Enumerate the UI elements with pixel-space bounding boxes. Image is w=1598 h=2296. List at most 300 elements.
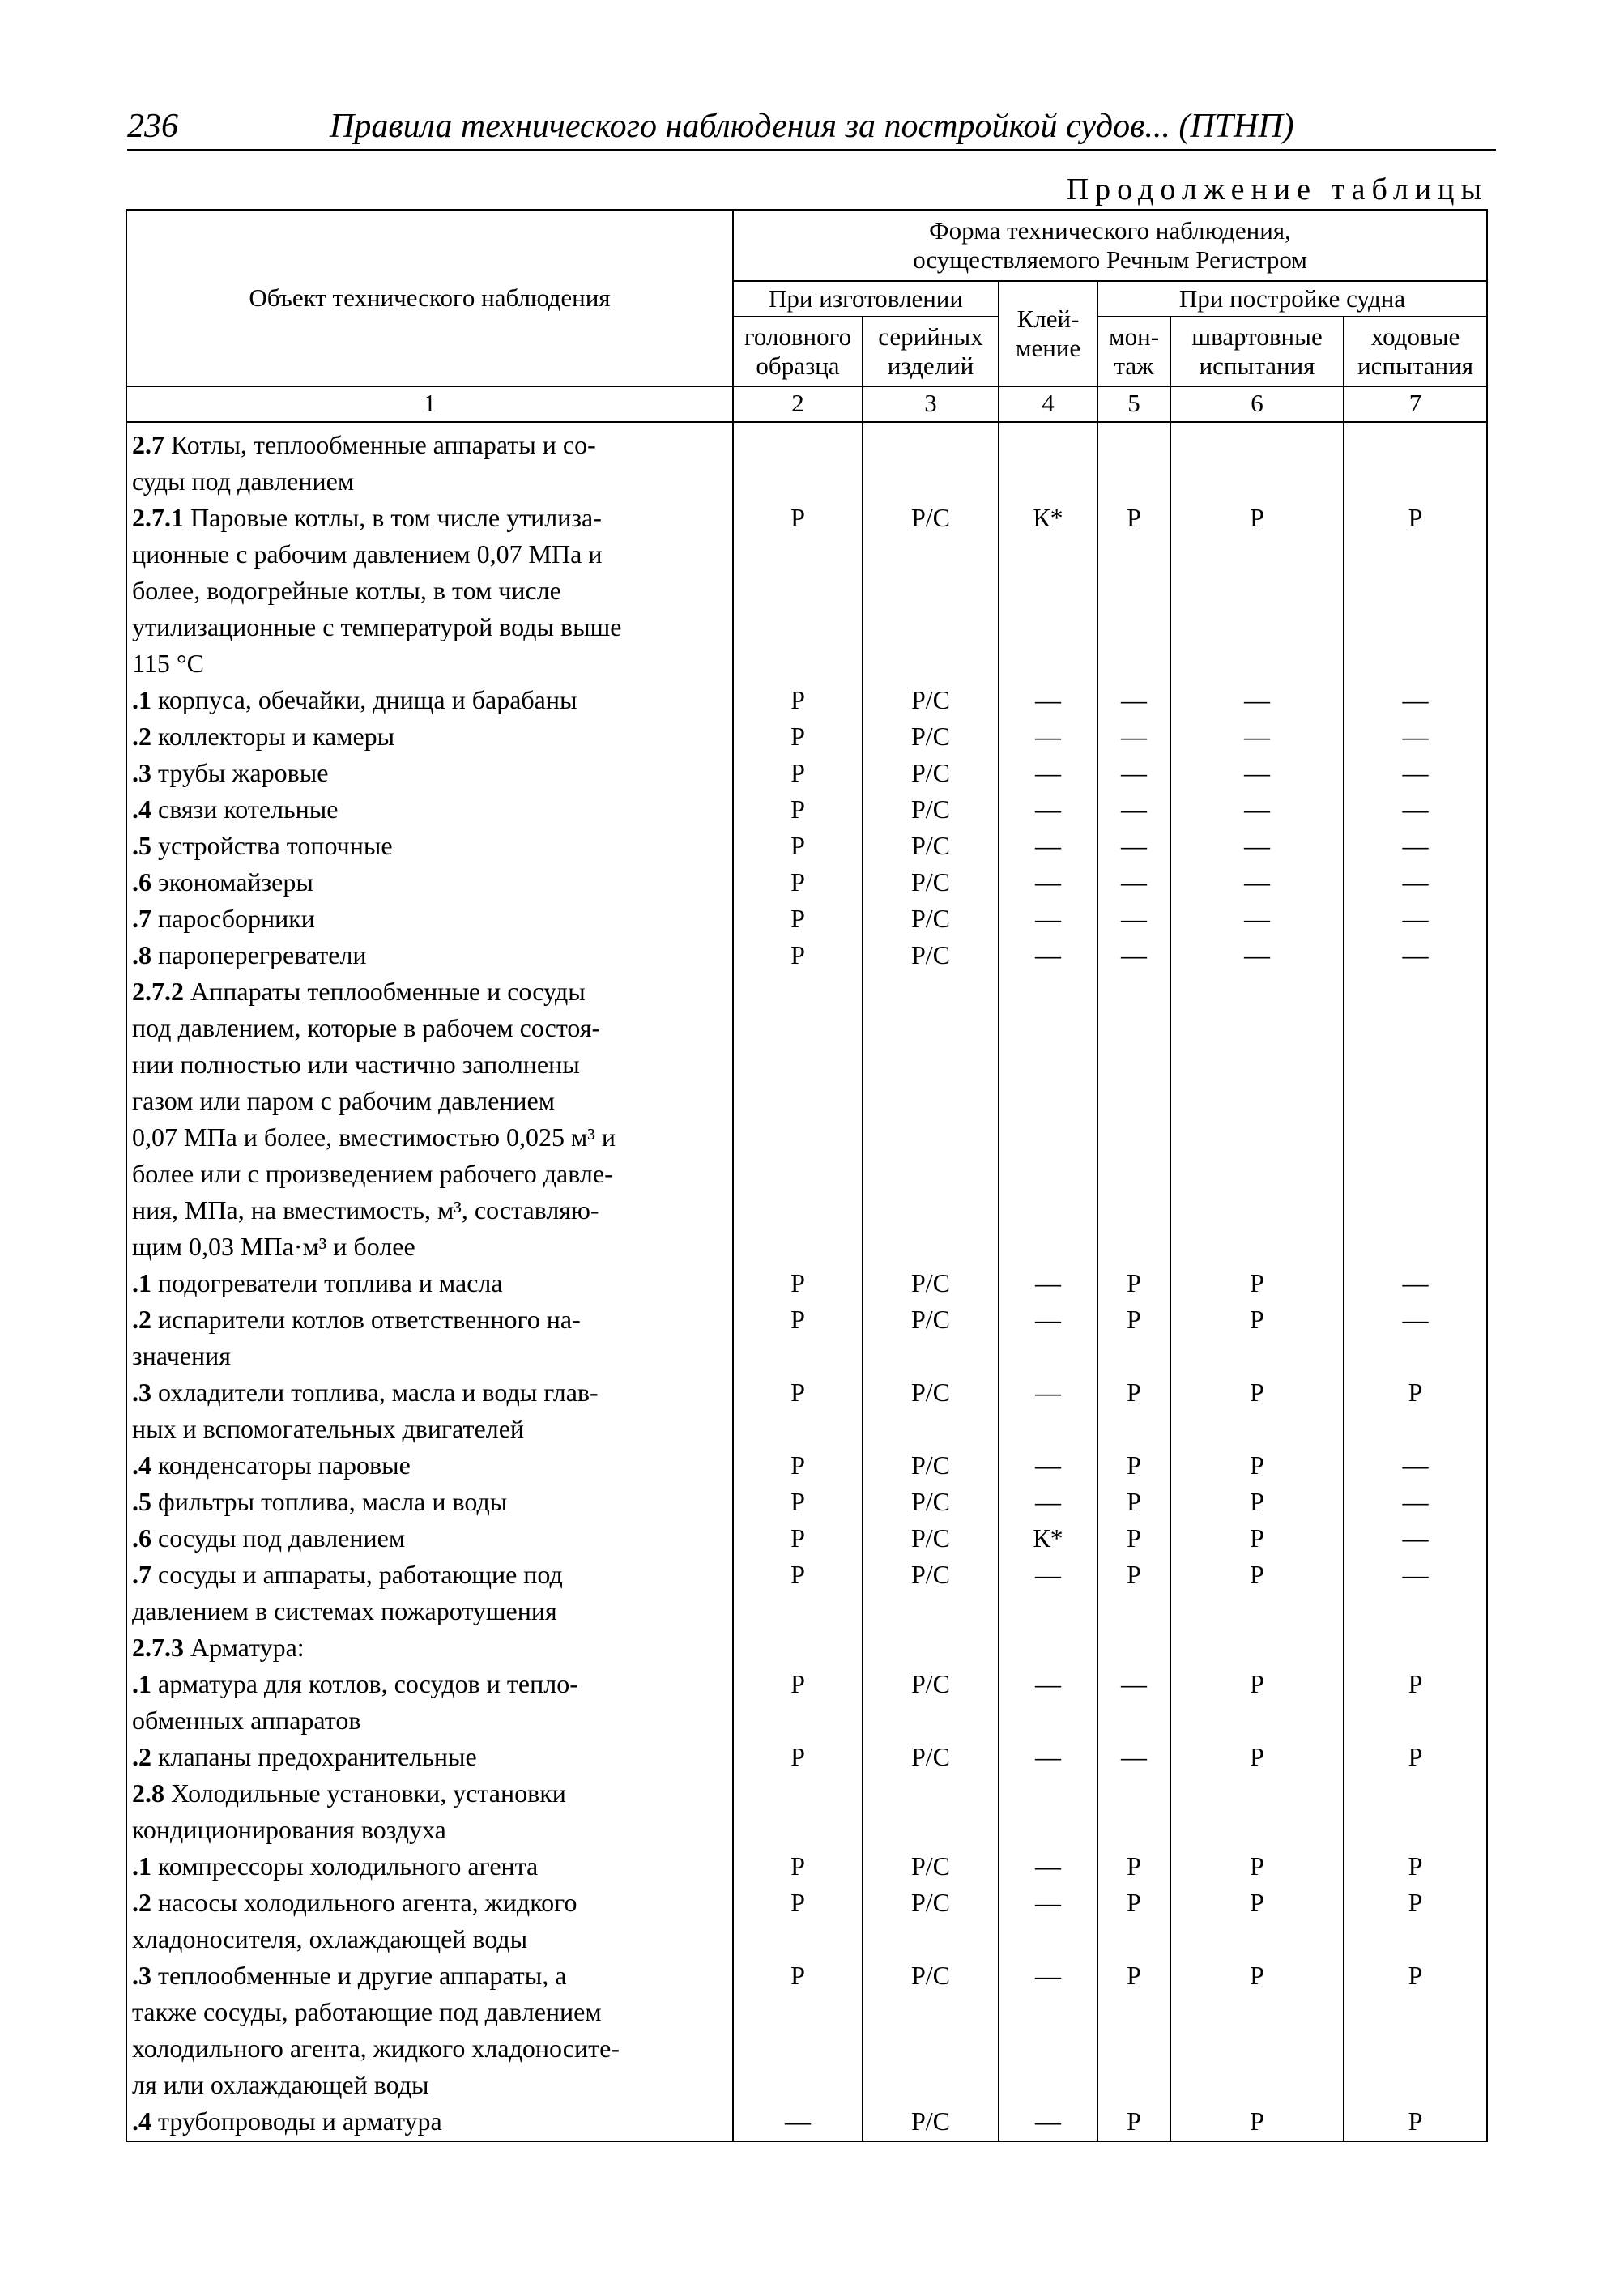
value-cell-spacer — [999, 1703, 1097, 1740]
value-cell: — — [1402, 1560, 1429, 1589]
value-cell: К* — [1033, 1523, 1063, 1553]
value-cell-spacer — [1098, 610, 1170, 646]
value-cell: — — [1035, 867, 1061, 897]
value-cell: Р — [1250, 1268, 1264, 1297]
item-line — [127, 938, 732, 974]
item-number: .8 — [132, 940, 151, 969]
value-cell-spacer — [734, 1703, 862, 1740]
value-cell-spacer — [999, 1193, 1097, 1229]
item-line — [127, 1667, 732, 1703]
value-cell-spacer — [1344, 1193, 1486, 1229]
value-cell-spacer — [1098, 1011, 1170, 1047]
header-form: Форма технического наблюдения, осуществляемого Речным Регистром — [733, 210, 1487, 281]
item-line-continued — [127, 1193, 732, 1229]
item-line-continued — [127, 1229, 732, 1266]
item-text: холодильного агента, жидкого хладоносите- — [132, 2034, 620, 2063]
value-cell-spacer — [1171, 1157, 1343, 1193]
value-cell: — — [1402, 867, 1429, 897]
item-line — [127, 719, 732, 756]
header-object: Объект технического наблюдения — [126, 210, 733, 386]
value-cell: Р — [1250, 1851, 1264, 1881]
value-cell: Р — [1127, 1378, 1141, 1407]
item-line — [127, 428, 732, 464]
item-text: связи котельные — [151, 794, 339, 824]
value-cell-spacer — [734, 1594, 862, 1630]
value-cell: Р/С — [910, 904, 951, 933]
value-cell — [1098, 1776, 1170, 1813]
item-text: под давлением, которые в рабочем состоя- — [132, 1013, 601, 1042]
item-number: .3 — [132, 1378, 151, 1407]
value-cell — [734, 1776, 862, 1813]
item-text: Котлы, теплообменные аппараты и со- — [164, 430, 596, 459]
value-cell: — — [1402, 794, 1429, 824]
mooring-column — [1170, 422, 1344, 2141]
value-cell-spacer — [1171, 1922, 1343, 1958]
value-cell: Р/С — [910, 1487, 951, 1516]
value-cell — [863, 428, 998, 464]
item-text: сосуды и аппараты, работающие под — [151, 1560, 563, 1589]
item-line — [127, 1521, 732, 1557]
value-cell — [1344, 428, 1486, 464]
value-cell-spacer — [734, 1011, 862, 1047]
item-line — [127, 1375, 732, 1412]
item-line — [127, 1885, 732, 1922]
value-cell: — — [1402, 940, 1429, 969]
item-text: сосуды под давлением — [151, 1523, 406, 1553]
value-cell-spacer — [1171, 1193, 1343, 1229]
value-cell-spacer — [1098, 2031, 1170, 2068]
value-cell: — — [1244, 794, 1270, 824]
value-cell: — — [1035, 794, 1061, 824]
value-cell-spacer — [863, 1157, 998, 1193]
value-cell: — — [1035, 1742, 1061, 1771]
value-cell-spacer — [734, 1339, 862, 1375]
running-header — [127, 104, 1496, 151]
item-number: .2 — [132, 1888, 151, 1917]
value-cell: — — [1035, 831, 1061, 860]
value-cell: Р/С — [910, 503, 951, 532]
value-cell-spacer — [863, 573, 998, 610]
header-mooring-trials: швартовные испытания — [1170, 317, 1344, 386]
value-cell — [999, 1630, 1097, 1667]
value-cell-spacer — [1098, 1412, 1170, 1448]
value-cell-spacer — [1171, 1412, 1343, 1448]
value-cell: — — [1244, 904, 1270, 933]
value-cell-spacer — [734, 2068, 862, 2104]
item-text: значения — [132, 1341, 231, 1370]
item-text: устройства топочные — [151, 831, 393, 860]
value-cell-spacer — [1098, 464, 1170, 501]
value-cell: Р/С — [910, 2106, 951, 2136]
item-text: теплообменные и другие аппараты, а — [151, 1961, 567, 1990]
value-cell: Р/С — [910, 1669, 951, 1698]
item-text: ля или охлаждающей воды — [132, 2070, 429, 2099]
value-cell: Р — [1250, 1560, 1264, 1589]
value-cell — [734, 1630, 862, 1667]
item-text: ния, МПа, на вместимость, м³, составляю- — [132, 1195, 599, 1225]
item-number: 2.7.3 — [132, 1633, 184, 1662]
item-text: Арматура: — [184, 1633, 305, 1662]
item-number: .1 — [132, 685, 151, 714]
item-line-continued — [127, 1339, 732, 1375]
item-number: .3 — [132, 1961, 151, 1990]
value-cell-spacer — [734, 537, 862, 573]
value-cell: Р — [1127, 1487, 1141, 1516]
value-cell-spacer — [1344, 1157, 1486, 1193]
value-cell-spacer — [1098, 1594, 1170, 1630]
item-text: утилизационные с температурой воды выше — [132, 612, 622, 641]
mounting-column — [1097, 422, 1170, 2141]
item-line-continued — [127, 1084, 732, 1120]
value-cell: Р — [1250, 1378, 1264, 1407]
value-cell: Р — [1250, 1669, 1264, 1698]
value-cell-spacer — [1344, 610, 1486, 646]
item-number: .1 — [132, 1268, 151, 1297]
value-cell-spacer — [1171, 1229, 1343, 1266]
value-cell: Р — [1250, 2106, 1264, 2136]
value-cell-spacer — [999, 537, 1097, 573]
value-cell: — — [1035, 758, 1061, 787]
value-cell-spacer — [863, 646, 998, 683]
value-cell — [1171, 1630, 1343, 1667]
running-title: Правила технического наблюдения за постройкой судов... (ПТНП) — [330, 108, 1294, 145]
item-number: .4 — [132, 794, 151, 824]
item-line — [127, 792, 732, 829]
value-cell-spacer — [1344, 1011, 1486, 1047]
value-cell — [734, 428, 862, 464]
value-cell-spacer — [1171, 610, 1343, 646]
value-cell-spacer — [734, 1813, 862, 1849]
value-cell-spacer — [863, 2031, 998, 2068]
value-cell: Р — [790, 1450, 805, 1480]
header-sea-trials: ходовые испытания — [1344, 317, 1487, 386]
value-cell-spacer — [863, 1995, 998, 2031]
value-cell: — — [1121, 794, 1147, 824]
value-cell: — — [1035, 1560, 1061, 1589]
value-cell-spacer — [1344, 1412, 1486, 1448]
value-cell-spacer — [1171, 1047, 1343, 1084]
value-cell: Р/С — [910, 1851, 951, 1881]
value-cell: — — [1244, 831, 1270, 860]
item-text: конденсаторы паровые — [151, 1450, 411, 1480]
item-number: 2.8 — [132, 1778, 164, 1808]
item-line-continued — [127, 1995, 732, 2031]
item-text: компрессоры холодильного агента — [151, 1851, 539, 1881]
value-cell-spacer — [1098, 1922, 1170, 1958]
page-number: 236 — [127, 108, 178, 145]
value-cell-spacer — [734, 1922, 862, 1958]
value-cell: — — [785, 2106, 811, 2136]
value-cell-spacer — [999, 1047, 1097, 1084]
value-cell: Р — [1408, 2106, 1423, 2136]
value-cell: — — [1244, 940, 1270, 969]
header-manufacture: При изготовлении — [733, 281, 999, 317]
header-serial: серийных изделий — [863, 317, 999, 386]
value-cell: Р/С — [910, 1450, 951, 1480]
item-text: нии полностью или частично заполнены — [132, 1050, 580, 1079]
value-cell: — — [1121, 1742, 1147, 1771]
value-cell: Р — [1127, 503, 1141, 532]
value-cell: — — [1035, 1888, 1061, 1917]
value-cell — [1171, 974, 1343, 1011]
value-cell: — — [1035, 1450, 1061, 1480]
value-cell: Р — [790, 831, 805, 860]
value-cell: — — [1402, 1487, 1429, 1516]
value-cell — [999, 1776, 1097, 1813]
value-cell-spacer — [734, 1084, 862, 1120]
item-text: охладители топлива, масла и воды глав- — [151, 1378, 599, 1407]
value-cell-spacer — [999, 1922, 1097, 1958]
value-cell: — — [1402, 722, 1429, 751]
column-number: 4 — [999, 386, 1097, 422]
value-cell-spacer — [863, 610, 998, 646]
value-cell: Р — [790, 904, 805, 933]
item-line-continued — [127, 1412, 732, 1448]
value-cell: Р — [790, 1268, 805, 1297]
item-number: .3 — [132, 758, 151, 787]
value-cell — [734, 974, 862, 1011]
value-cell — [863, 1776, 998, 1813]
value-cell: Р — [1127, 1268, 1141, 1297]
value-cell: Р/С — [910, 1742, 951, 1771]
item-number: .2 — [132, 722, 151, 751]
item-text: клапаны предохранительные — [151, 1742, 477, 1771]
table-continuation-label: Продолжение таблицы — [1066, 173, 1488, 207]
item-text: арматура для котлов, сосудов и тепло- — [151, 1669, 578, 1698]
item-text: экономайзеры — [151, 867, 313, 897]
item-line-continued — [127, 1703, 732, 1740]
item-text: более, водогрейные котлы, в том числе — [132, 576, 561, 605]
column-number-row — [126, 386, 1487, 422]
value-cell-spacer — [999, 1412, 1097, 1448]
item-number: .7 — [132, 1560, 151, 1589]
value-cell-spacer — [1344, 1120, 1486, 1157]
value-cell-spacer — [1344, 1995, 1486, 2031]
item-line — [127, 1302, 732, 1339]
value-cell: — — [1121, 1669, 1147, 1698]
value-cell: Р/С — [910, 831, 951, 860]
serial-column — [863, 422, 999, 2141]
value-cell-spacer — [863, 1011, 998, 1047]
item-number: .1 — [132, 1851, 151, 1881]
value-cell: Р — [1408, 1961, 1423, 1990]
item-line — [127, 1849, 732, 1885]
item-line — [127, 1740, 732, 1776]
item-line-continued — [127, 1922, 732, 1958]
value-cell: К* — [1033, 503, 1063, 532]
value-cell: Р — [1408, 1888, 1423, 1917]
item-text: паросборники — [151, 904, 315, 933]
value-cell-spacer — [1171, 464, 1343, 501]
value-cell: — — [1402, 758, 1429, 787]
value-cell-spacer — [1098, 1084, 1170, 1120]
value-cell: Р/С — [910, 685, 951, 714]
item-line-continued — [127, 1813, 732, 1849]
item-line — [127, 1958, 732, 1995]
item-line — [127, 756, 732, 792]
item-text: Аппараты теплообменные и сосуды — [184, 977, 586, 1006]
value-cell: — — [1121, 685, 1147, 714]
header-marking: Клей- мение — [999, 281, 1097, 386]
value-cell: — — [1121, 831, 1147, 860]
item-number: .5 — [132, 831, 151, 860]
value-cell-spacer — [1171, 537, 1343, 573]
value-cell-spacer — [1171, 573, 1343, 610]
value-cell-spacer — [1171, 2031, 1343, 2068]
value-cell: Р — [1408, 503, 1423, 532]
item-line-continued — [127, 1594, 732, 1630]
value-cell-spacer — [1344, 1229, 1486, 1266]
item-number: 2.7.2 — [132, 977, 184, 1006]
value-cell-spacer — [1344, 1339, 1486, 1375]
marking-column — [999, 422, 1097, 2141]
header-construction: При постройке судна — [1097, 281, 1487, 317]
item-number: .5 — [132, 1487, 151, 1516]
value-cell: Р — [790, 1560, 805, 1589]
item-text: кондиционирования воздуха — [132, 1815, 446, 1844]
value-cell-spacer — [1098, 1229, 1170, 1266]
value-cell: Р — [790, 1305, 805, 1334]
item-number: .2 — [132, 1305, 151, 1334]
item-text: фильтры топлива, масла и воды — [151, 1487, 508, 1516]
value-cell: — — [1035, 1487, 1061, 1516]
value-cell-spacer — [999, 610, 1097, 646]
value-cell — [1344, 1776, 1486, 1813]
value-cell: — — [1402, 1450, 1429, 1480]
value-cell: Р — [790, 1669, 805, 1698]
value-cell: — — [1035, 2106, 1061, 2136]
value-cell: Р/С — [910, 1888, 951, 1917]
value-cell — [863, 974, 998, 1011]
value-cell: Р — [790, 1851, 805, 1881]
value-cell: Р/С — [910, 722, 951, 751]
value-cell-spacer — [734, 610, 862, 646]
value-cell-spacer — [863, 1703, 998, 1740]
value-cell: — — [1402, 1523, 1429, 1553]
value-cell: Р — [790, 685, 805, 714]
item-number: .6 — [132, 867, 151, 897]
value-cell: Р — [1127, 1961, 1141, 1990]
value-cell-spacer — [1171, 1995, 1343, 2031]
value-cell-spacer — [999, 2068, 1097, 2104]
value-cell: Р — [1408, 1742, 1423, 1771]
value-cell-spacer — [1344, 573, 1486, 610]
item-text: щим 0,03 МПа·м³ и более — [132, 1232, 415, 1261]
item-number: 2.7.1 — [132, 503, 184, 532]
value-cell-spacer — [1171, 1339, 1343, 1375]
value-cell-spacer — [999, 646, 1097, 683]
value-cell: — — [1244, 685, 1270, 714]
value-cell-spacer — [1344, 2068, 1486, 2104]
value-cell: — — [1121, 867, 1147, 897]
value-cell: Р — [790, 867, 805, 897]
value-cell: Р — [1250, 1961, 1264, 1990]
item-number: .1 — [132, 1669, 151, 1698]
value-cell-spacer — [863, 1193, 998, 1229]
value-cell: — — [1035, 722, 1061, 751]
value-cell: Р/С — [910, 867, 951, 897]
item-line — [127, 1557, 732, 1594]
item-line-continued — [127, 1157, 732, 1193]
value-cell: — — [1035, 1851, 1061, 1881]
value-cell-spacer — [734, 1229, 862, 1266]
value-cell-spacer — [1344, 1594, 1486, 1630]
value-cell-spacer — [1344, 464, 1486, 501]
item-number: .2 — [132, 1742, 151, 1771]
value-cell-spacer — [999, 573, 1097, 610]
value-cell-spacer — [1171, 1084, 1343, 1120]
value-cell — [863, 1630, 998, 1667]
value-cell-spacer — [863, 537, 998, 573]
value-cell-spacer — [1098, 1120, 1170, 1157]
item-text: хладоносителя, охлаждающей воды — [132, 1924, 528, 1953]
value-cell-spacer — [1171, 1120, 1343, 1157]
value-cell: Р — [790, 1742, 805, 1771]
value-cell-spacer — [734, 464, 862, 501]
value-cell-spacer — [1098, 1047, 1170, 1084]
value-cell: — — [1121, 904, 1147, 933]
sea-trials-column — [1344, 422, 1487, 2141]
value-cell-spacer — [1171, 1011, 1343, 1047]
value-cell-spacer — [734, 646, 862, 683]
value-cell-spacer — [1098, 1193, 1170, 1229]
item-text: суды под давлением — [132, 466, 355, 496]
value-cell: Р/С — [910, 1523, 951, 1553]
value-cell: — — [1121, 940, 1147, 969]
item-line-continued — [127, 464, 732, 501]
value-cell-spacer — [734, 573, 862, 610]
item-line — [127, 1630, 732, 1667]
observation-table — [126, 209, 1488, 2142]
item-text: более или с произведением рабочего давле- — [132, 1159, 613, 1188]
value-cell — [1098, 1630, 1170, 1667]
value-cell: Р/С — [910, 794, 951, 824]
value-cell: — — [1121, 758, 1147, 787]
item-text: ных и вспомогательных двигателей — [132, 1414, 525, 1443]
value-cell-spacer — [1098, 537, 1170, 573]
column-number: 3 — [863, 386, 999, 422]
value-cell-spacer — [863, 464, 998, 501]
item-number: 2.7 — [132, 430, 164, 459]
value-cell — [999, 974, 1097, 1011]
header-head-sample: головного образца — [733, 317, 863, 386]
value-cell-spacer — [863, 1813, 998, 1849]
item-text: ционные с рабочим давлением 0,07 МПа и — [132, 539, 603, 569]
value-cell-spacer — [863, 1084, 998, 1120]
value-cell: Р — [1127, 1851, 1141, 1881]
item-line — [127, 1485, 732, 1521]
value-cell: Р — [1127, 1523, 1141, 1553]
value-cell-spacer — [863, 1047, 998, 1084]
value-cell-spacer — [734, 1412, 862, 1448]
value-cell-spacer — [1171, 1703, 1343, 1740]
value-cell-spacer — [1098, 1157, 1170, 1193]
value-cell: — — [1244, 867, 1270, 897]
value-cell-spacer — [1171, 2068, 1343, 2104]
item-number: .4 — [132, 2106, 151, 2136]
value-cell-spacer — [863, 1229, 998, 1266]
value-cell-spacer — [1344, 1047, 1486, 1084]
item-text: газом или паром с рабочим давлением — [132, 1086, 555, 1115]
value-cell-spacer — [863, 1922, 998, 1958]
item-text: Паровые котлы, в том числе утилиза- — [184, 503, 602, 532]
value-cell-spacer — [999, 1229, 1097, 1266]
item-line-continued — [127, 2068, 732, 2104]
item-text: трубы жаровые — [151, 758, 329, 787]
value-cell: Р — [1250, 1450, 1264, 1480]
item-text: коллекторы и камеры — [151, 722, 395, 751]
value-cell-spacer — [734, 1120, 862, 1157]
